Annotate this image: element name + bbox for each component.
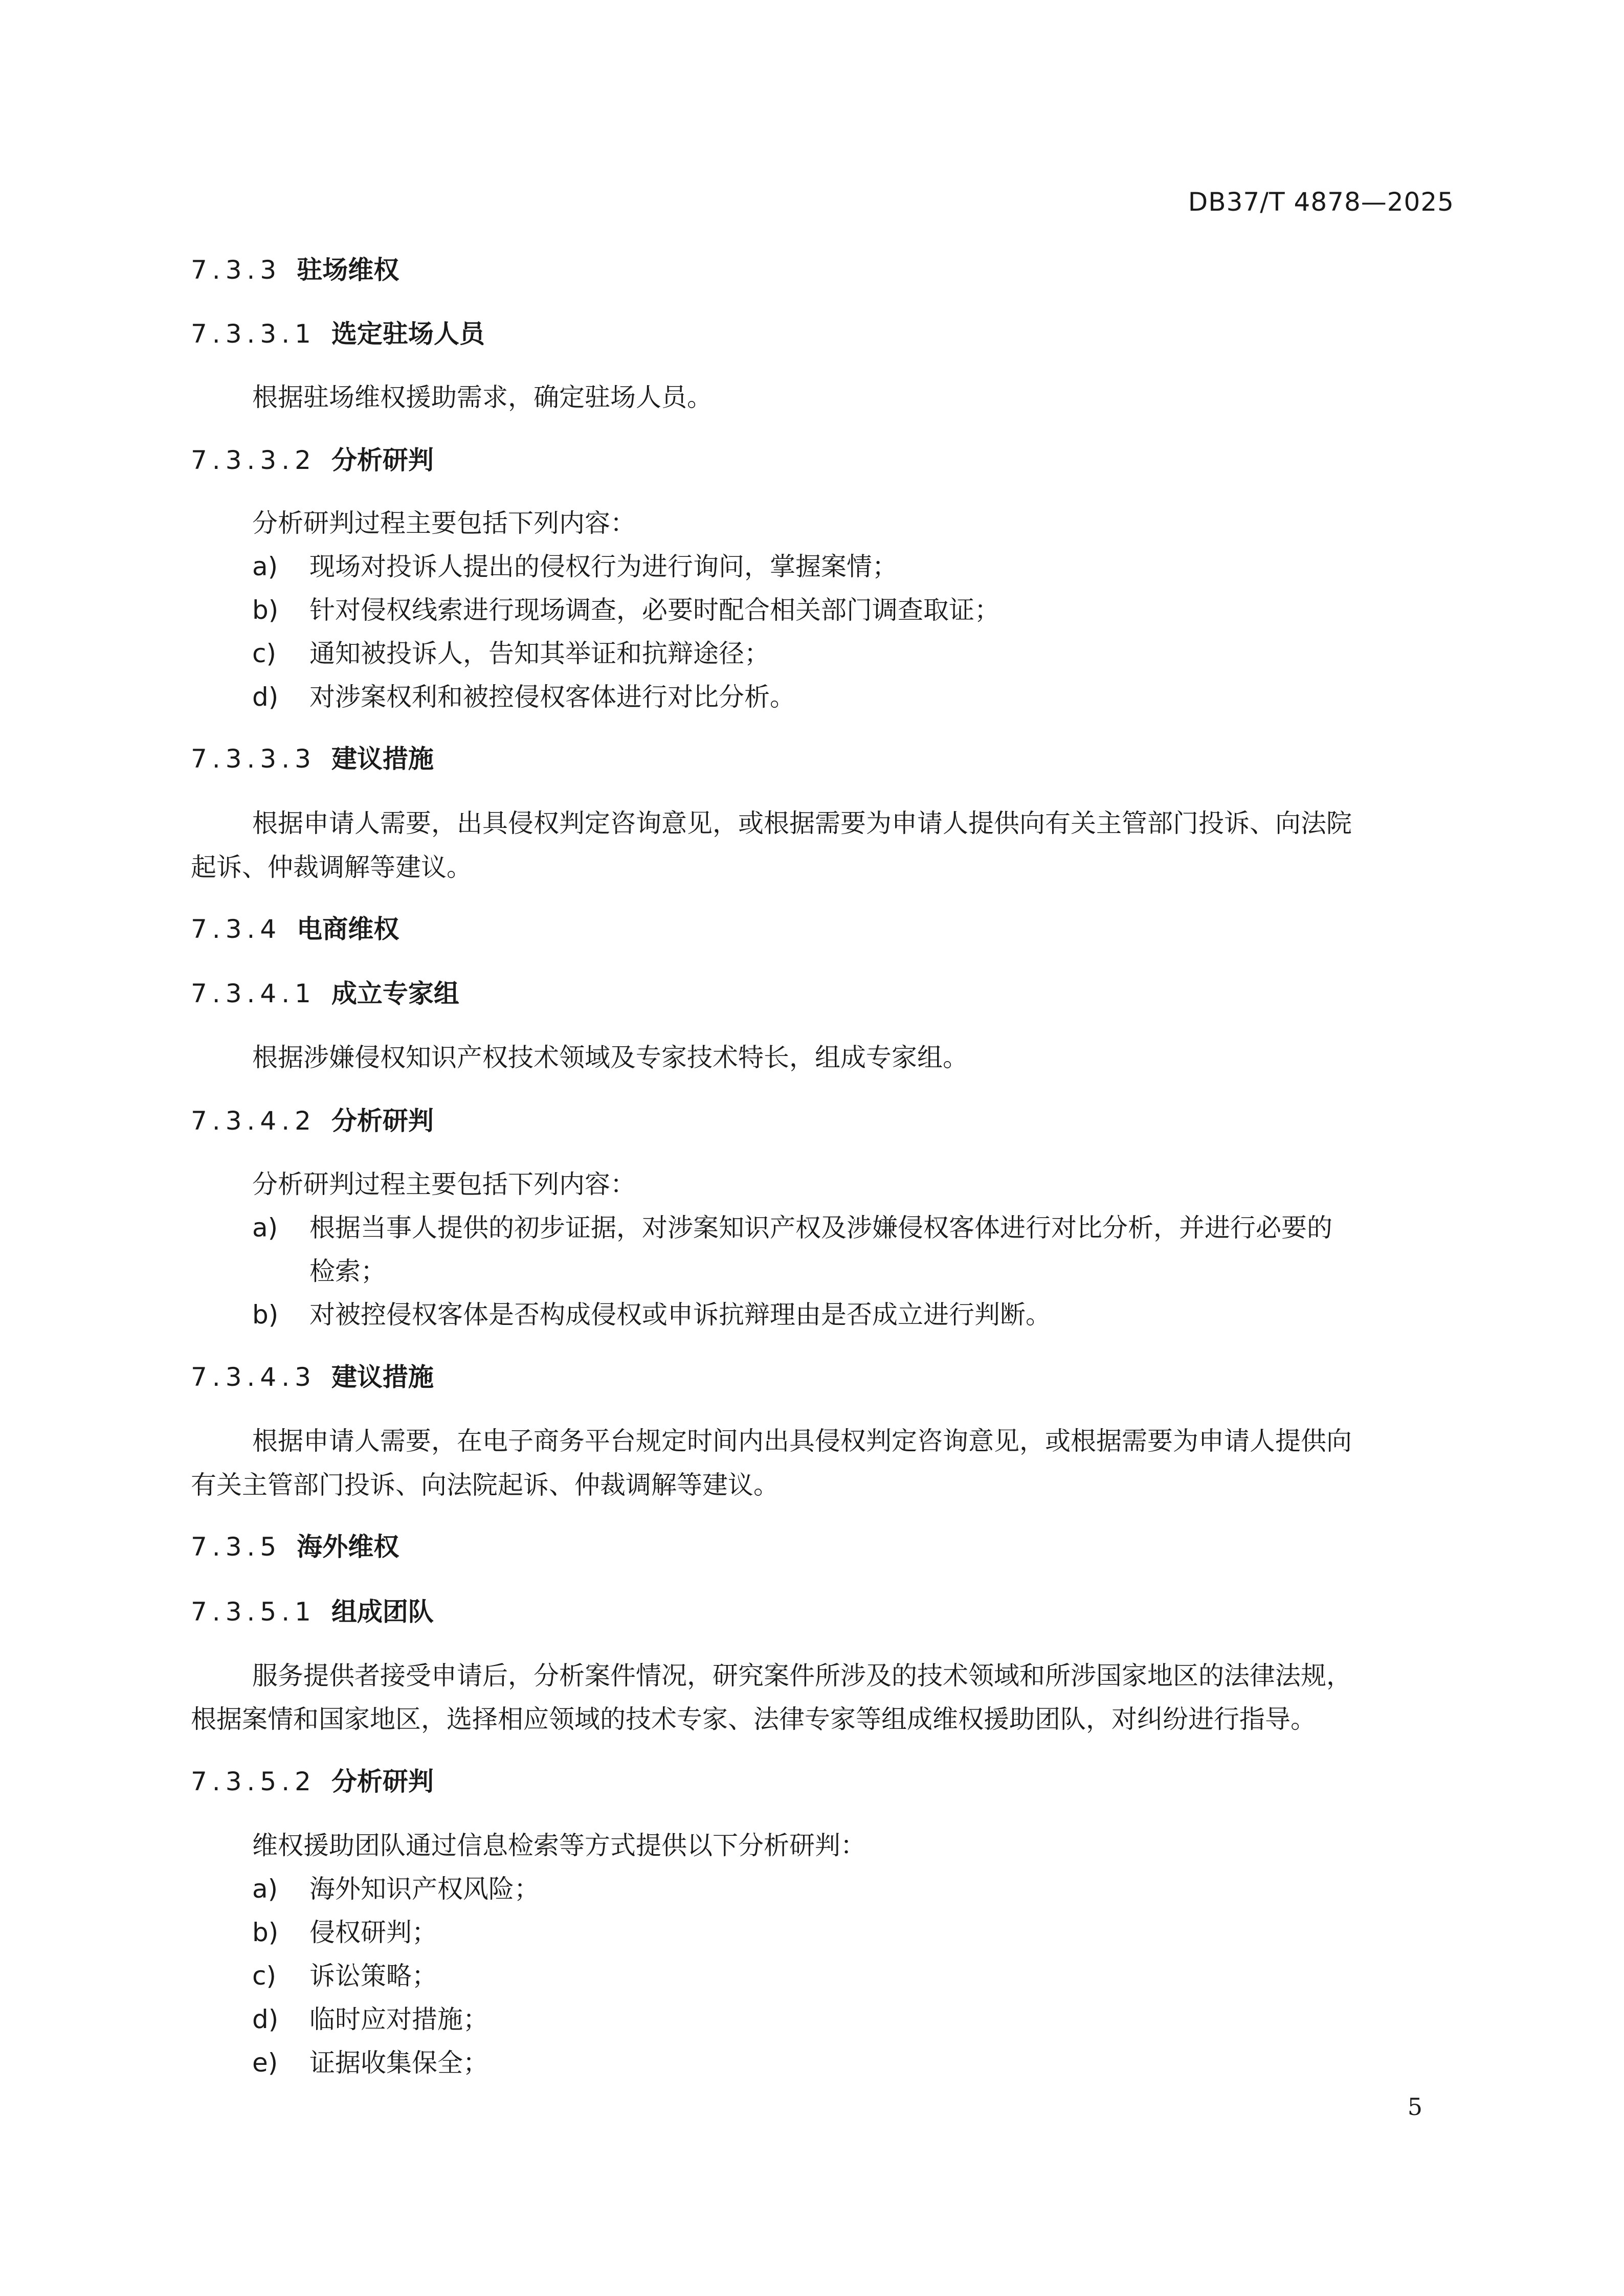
section-title: 海外维权 [297,1532,399,1562]
list-item: 现场对投诉人提出的侵权行为进行询问，掌握案情； [309,552,898,581]
list-item: 证据收集保全； [309,2048,488,2078]
list-item: 侵权研判； [309,1918,437,1947]
section-heading-7-3-4 [191,916,399,942]
page-number: 5 [1407,2093,1422,2121]
section-heading-7-3-3-1 [191,321,485,347]
section-title: 组成团队 [331,1597,434,1627]
list-item: 通知被投诉人，告知其举证和抗辩途径； [309,639,770,668]
list-marker: b) [252,1300,279,1330]
section-number: 7.3.3.1 [191,319,316,349]
list-marker: b) [252,1918,279,1947]
list-item: 诉讼策略； [309,1961,437,1991]
list-marker: c) [252,1961,276,1991]
section-number: 7.3.4 [191,914,282,944]
section-number: 7.3.5.1 [191,1597,316,1627]
list-intro: 分析研判过程主要包括下列内容： [252,508,636,538]
section-heading-7-3-5 [191,1534,399,1560]
section-number: 7.3.4.1 [191,979,316,1008]
paragraph-continuation: 有关主管部门投诉、向法院起诉、仲裁调解等建议。 [191,1470,779,1500]
section-title: 电商维权 [297,914,399,944]
paragraph: 根据申请人需要，出具侵权判定咨询意见，或根据需要为申请人提供向有关主管部门投诉、向法院 [252,808,1352,838]
paragraph: 根据涉嫌侵权知识产权技术领域及专家技术特长，组成专家组。 [252,1043,968,1072]
list-marker: b) [252,595,279,625]
document-code: DB37/T 4878—2025 [1188,187,1454,217]
list-item: 临时应对措施； [309,2005,488,2034]
list-item-continuation: 检索； [309,1256,386,1286]
section-title: 成立专家组 [331,979,459,1008]
paragraph-continuation: 根据案情和国家地区，选择相应领域的技术专家、法律专家等组成维权援助团队，对纠纷进行指导。 [191,1704,1316,1734]
section-number: 7.3.5 [191,1532,282,1562]
section-heading-7-3-5-1 [191,1599,434,1625]
list-item: 海外知识产权风险； [309,1874,540,1904]
section-number: 7.3.3.3 [191,744,316,774]
section-number: 7.3.3 [191,255,282,285]
list-item: 根据当事人提供的初步证据，对涉案知识产权及涉嫌侵权客体进行对比分析，并进行必要的 [309,1213,1332,1243]
section-number: 7.3.5.2 [191,1767,316,1796]
section-heading-7-3-3 [191,257,399,283]
list-marker: d) [252,682,279,712]
list-marker: a) [252,552,278,581]
section-number: 7.3.4.2 [191,1106,316,1136]
section-title: 选定驻场人员 [331,319,485,349]
section-title: 分析研判 [331,1767,434,1796]
paragraph: 根据申请人需要，在电子商务平台规定时间内出具侵权判定咨询意见，或根据需要为申请人提供向 [252,1426,1352,1456]
section-number: 7.3.4.3 [191,1362,316,1392]
list-item: 对涉案权利和被控侵权客体进行对比分析。 [309,682,795,712]
section-title: 驻场维权 [297,255,399,285]
section-heading-7-3-5-2 [191,1769,434,1794]
list-intro: 分析研判过程主要包括下列内容： [252,1169,636,1199]
paragraph: 服务提供者接受申请后，分析案件情况，研究案件所涉及的技术领域和所涉国家地区的法律法规， [252,1661,1352,1691]
list-marker: d) [252,2005,279,2034]
list-intro: 维权援助团队通过信息检索等方式提供以下分析研判： [252,1831,866,1860]
section-title: 建议措施 [331,1362,434,1392]
section-heading-7-3-4-3 [191,1364,434,1390]
paragraph-continuation: 起诉、仲裁调解等建议。 [191,852,472,882]
paragraph: 根据驻场维权援助需求，确定驻场人员。 [252,382,713,412]
section-title: 建议措施 [331,744,434,774]
section-title: 分析研判 [331,445,434,475]
section-heading-7-3-4-2 [191,1108,434,1134]
list-marker: c) [252,639,276,668]
list-item: 对被控侵权客体是否构成侵权或申诉抗辩理由是否成立进行判断。 [309,1300,1051,1330]
list-item: 针对侵权线索进行现场调查，必要时配合相关部门调查取证； [309,595,1000,625]
section-heading-7-3-4-1 [191,981,459,1006]
list-marker: e) [252,2048,278,2078]
section-title: 分析研判 [331,1106,434,1136]
list-marker: a) [252,1213,278,1243]
section-heading-7-3-3-3 [191,746,434,772]
section-heading-7-3-3-2 [191,447,434,473]
section-number: 7.3.3.2 [191,445,316,475]
list-marker: a) [252,1874,278,1904]
